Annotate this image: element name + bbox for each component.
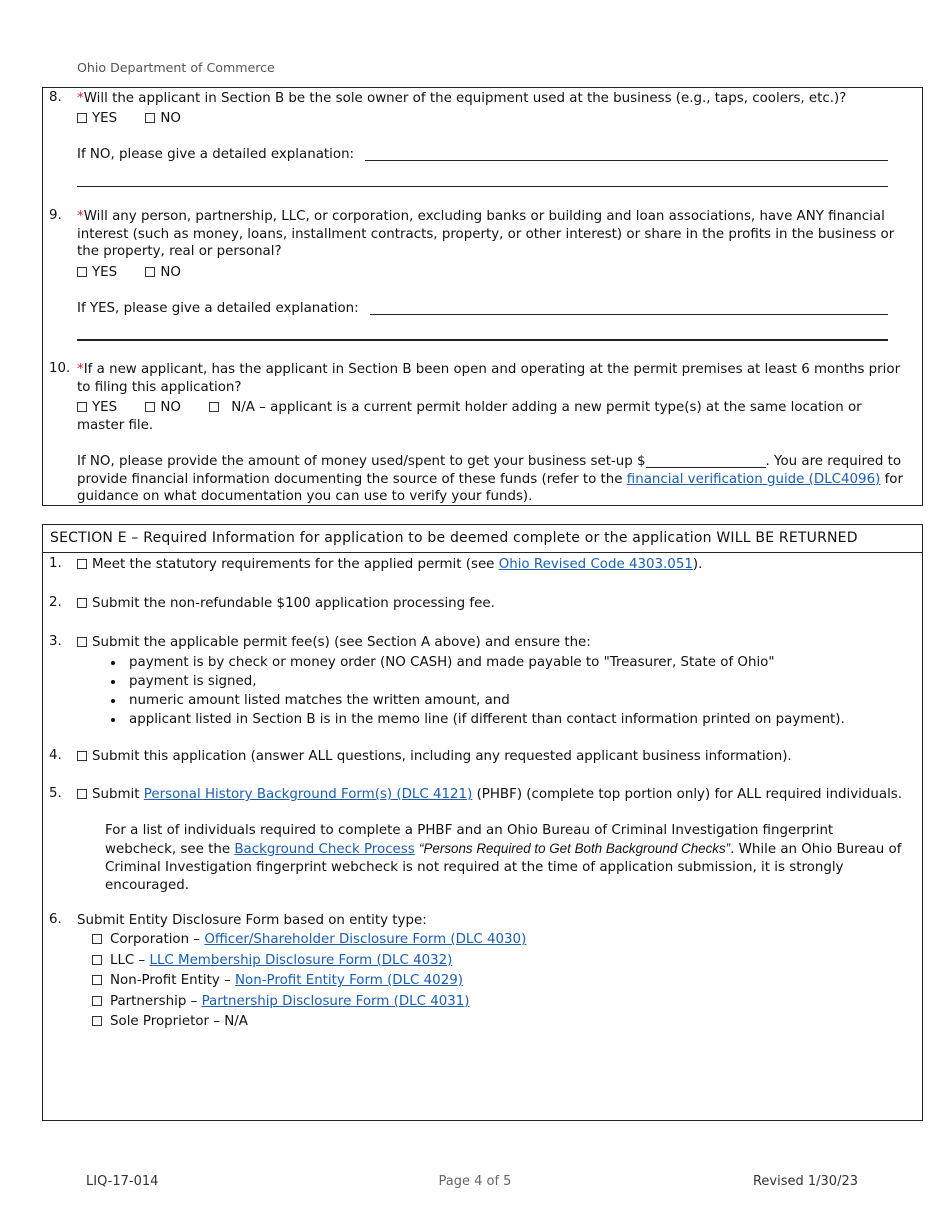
entity-partnership[interactable]: Partnership – Partnership Disclosure Form (DLC 4031) (92, 992, 526, 1013)
q8-explanation-field-2[interactable] (77, 172, 888, 187)
question-8-text (77, 90, 910, 108)
section-e-title: SECTION E – Required Information for application to be deemed complete or the application WILL BE RETURNED (43, 525, 922, 553)
entity-corporation[interactable]: Corporation – Officer/Shareholder Disclosure Form (DLC 4030) (92, 930, 526, 951)
personal-history-form-link[interactable]: Personal History Background Form(s) (DLC 4121) (143, 787, 473, 802)
question-10-options (77, 399, 910, 434)
list-item: • numeric amount listed matches the written amount, and (125, 691, 910, 710)
q8-followup-label: If NO, please give a detailed explanation: (77, 147, 355, 162)
item-5-note: For a list of individuals required to complete a PHBF and an Ohio Bureau of Criminal Investigation fingerprint webcheck, see the Background Check Process “Persons Required to Get Both Background Checks”. While an Ohio Bureau of Criminal Investigation fingerprint webcheck is not required at the time of application submission, it is strongly encouraged. (105, 823, 902, 893)
checkbox-icon[interactable] (77, 402, 87, 412)
checkbox-icon[interactable] (92, 996, 102, 1006)
background-check-process-link[interactable]: Background Check Process (234, 842, 415, 857)
q10-yes-option[interactable]: YES (77, 399, 117, 417)
item-5: Submit Personal History Background Form(s) (DLC 4121) (PHBF) (complete top portion only) for ALL required individuals. (77, 786, 910, 804)
form-id: LIQ-17-014 (86, 1174, 159, 1189)
question-9-text (77, 208, 910, 261)
q10-no-option[interactable]: NO (145, 399, 181, 417)
required-asterisk: * (77, 91, 84, 106)
revised-date: Revised 1/30/23 (752, 1174, 858, 1189)
question-9-number: 9. (49, 208, 62, 223)
checkbox-icon[interactable] (145, 402, 155, 412)
ohio-revised-code-link[interactable]: Ohio Revised Code 4303.051 (498, 557, 693, 572)
checkbox-icon[interactable] (77, 113, 87, 123)
checkbox-icon[interactable] (92, 934, 102, 944)
entity-sole-proprietor[interactable]: Sole Proprietor – N/A (92, 1012, 526, 1033)
checkbox-icon[interactable] (77, 789, 87, 799)
checkbox-icon[interactable] (92, 1016, 102, 1026)
item-6: Submit Entity Disclosure Form based on entity type: (77, 913, 427, 928)
entity-non-profit[interactable]: Non-Profit Entity – Non-Profit Entity Form (DLC 4029) (92, 971, 526, 992)
q8-explanation-field[interactable] (365, 146, 888, 161)
payment-requirements-list (77, 653, 910, 729)
required-asterisk: * (77, 362, 84, 377)
checkbox-icon[interactable] (92, 955, 102, 965)
question-8-number: 8. (49, 90, 62, 105)
item-3: Submit the applicable permit fee(s) (see Section A above) and ensure the: • payment is by check or money order (NO CASH) and made payable to "Treasurer, State of Ohio" • payment is signed, • numeric amount listed matches the written amount, and • applicant listed in Section B is in the memo line (if different than contact information printed on payment). (77, 634, 910, 729)
list-item: • applicant listed in Section B is in the memo line (if different than contact information printed on payment). (125, 710, 910, 729)
officer-shareholder-form-link[interactable]: Officer/Shareholder Disclosure Form (DLC 4030) (204, 932, 527, 947)
question-10-label: If a new applicant, has the applicant in Section B been open and operating at the permit premises at least 6 months prior to filing this application? (77, 362, 901, 395)
question-9-options (77, 264, 910, 282)
checkbox-icon[interactable] (77, 559, 87, 569)
non-profit-entity-form-link[interactable]: Non-Profit Entity Form (DLC 4029) (235, 973, 463, 988)
question-8-label: Will the applicant in Section B be the sole owner of the equipment used at the business (e.g., taps, coolers, etc.)? (83, 91, 847, 106)
item-3-number: 3. (49, 634, 62, 649)
checkbox-icon[interactable] (209, 402, 219, 412)
question-10-number: 10. (49, 361, 71, 376)
checkbox-icon[interactable] (77, 637, 87, 647)
entity-options (92, 930, 526, 1033)
item-5-number: 5. (49, 786, 62, 801)
item-1: Meet the statutory requirements for the applied permit (see Ohio Revised Code 4303.051). (77, 556, 910, 575)
entity-llc[interactable]: LLC – LLC Membership Disclosure Form (DLC 4032) (92, 951, 526, 972)
question-8-options (77, 110, 910, 128)
question-9-label: Will any person, partnership, LLC, or corporation, excluding banks or building and loan associations, have ANY financial interest (such as money, loans, installment contracts, property, or other interest) or share in the profits in the business or the property, real or personal? (77, 209, 895, 259)
q9-no-option[interactable]: NO (145, 264, 181, 282)
checkbox-icon[interactable] (77, 751, 87, 761)
item-2-number: 2. (49, 595, 62, 610)
question-10-text (77, 361, 910, 396)
checkbox-icon[interactable] (77, 267, 87, 277)
q8-no-option[interactable]: NO (145, 110, 181, 128)
checkbox-icon[interactable] (92, 975, 102, 985)
q9-yes-option[interactable]: YES (77, 264, 117, 282)
item-4-number: 4. (49, 748, 62, 763)
checkbox-icon[interactable] (145, 113, 155, 123)
q9-explanation-field-2[interactable] (77, 326, 888, 341)
q9-explanation-field[interactable] (370, 300, 888, 315)
list-item: • payment is by check or money order (NO CASH) and made payable to "Treasurer, State of Ohio" (125, 653, 910, 672)
list-item: • payment is signed, (125, 672, 910, 691)
agency-header: Ohio Department of Commerce (77, 60, 275, 75)
checkbox-icon[interactable] (77, 598, 87, 608)
partnership-disclosure-form-link[interactable]: Partnership Disclosure Form (DLC 4031) (201, 993, 470, 1009)
q8-yes-option[interactable]: YES (77, 110, 117, 128)
item-2: Submit the non-refundable $100 application processing fee. (77, 595, 910, 614)
financial-verification-guide-link[interactable]: financial verification guide (DLC4096) (626, 471, 881, 487)
page-number: Page 4 of 5 (438, 1174, 512, 1189)
q10-na-option[interactable]: N/A – applicant is a current permit holder adding a new permit type(s) at the same location or master file. (77, 400, 862, 433)
item-4: Submit this application (answer ALL questions, including any requested applicant business information). (77, 748, 910, 767)
item-1-number: 1. (49, 556, 62, 571)
item-6-number: 6. (49, 912, 62, 927)
required-asterisk: * (77, 209, 84, 224)
llc-membership-form-link[interactable]: LLC Membership Disclosure Form (DLC 4032) (149, 952, 453, 968)
q9-followup-label: If YES, please give a detailed explanation: (77, 301, 359, 316)
setup-amount-field[interactable] (646, 453, 766, 468)
checkbox-icon[interactable] (145, 267, 155, 277)
q10-followup: If NO, please provide the amount of money used/spent to get your business set-up $ . You are required to provide financial information documenting the source of these funds (refer to the financial verification guide (DLC4096) for guidance on what documentation you can use to verify your funds). (77, 454, 903, 504)
